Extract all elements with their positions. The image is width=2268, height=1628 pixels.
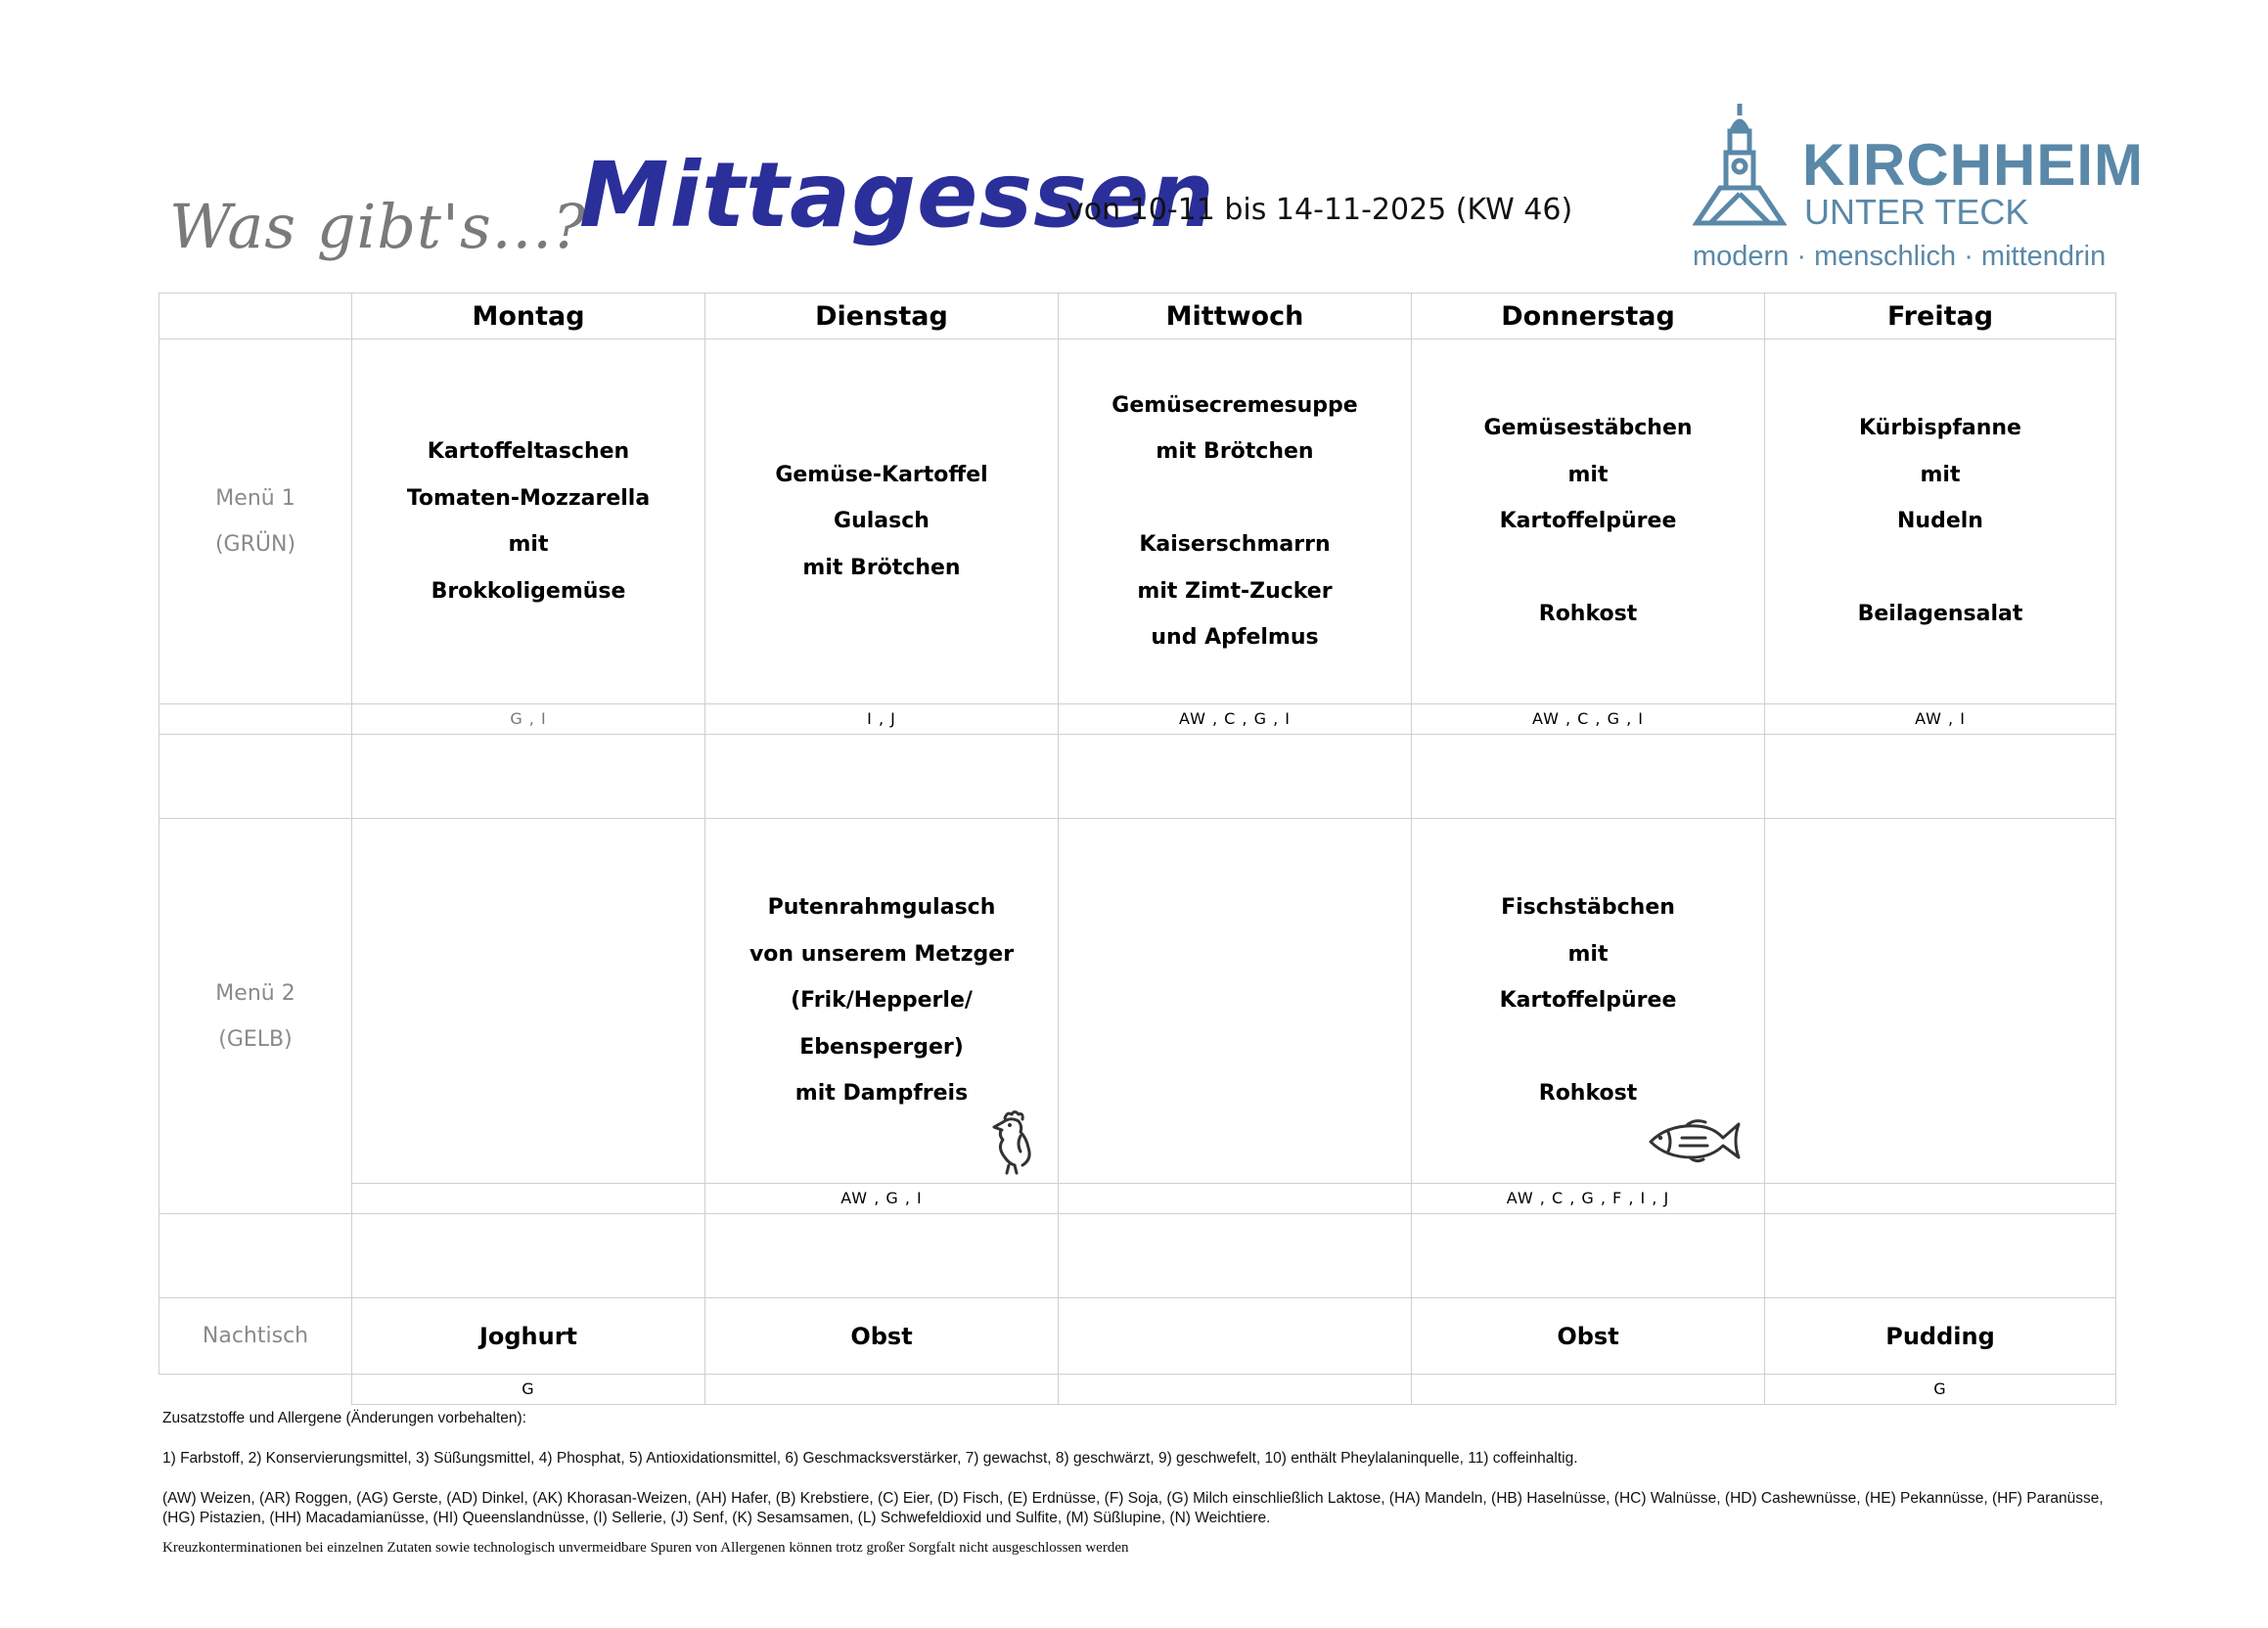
dessert-allergen-row	[159, 1375, 2116, 1405]
logo-tagline: modern · menschlich · mittendrin	[1693, 241, 2107, 272]
spacer-row	[159, 735, 2116, 819]
allergen-label-cell	[159, 704, 352, 735]
menu2-label-color: (GELB)	[218, 1026, 293, 1052]
menu1-allergens-monday: G , I	[352, 704, 705, 735]
header-tagline: Was gibt's...?	[169, 191, 587, 262]
dish-text: Gemüsestäbchen mit Kartoffelpüree Rohkost	[1483, 416, 1693, 627]
menu2-dish-wednesday	[1059, 819, 1412, 1184]
dessert-allergens-wednesday	[1059, 1375, 1412, 1405]
menu2-allergens-wednesday	[1059, 1184, 1412, 1214]
logo-subtitle: UNTER TECK	[1804, 192, 2029, 232]
menu2-dish-thursday	[1412, 819, 1765, 1184]
spacer-cell	[352, 1214, 705, 1298]
dish-text: Gemüsecremesuppe mit Brötchen Kaiserschmarrn mit Zimt-Zucker und Apfelmus	[1111, 392, 1358, 650]
city-logo	[1693, 102, 2144, 278]
dessert-wednesday	[1059, 1298, 1412, 1375]
spacer-cell	[1765, 1214, 2116, 1298]
menu2-allergens-tuesday: AW , G , I	[705, 1184, 1059, 1214]
menu1-allergens-thursday: AW , C , G , I	[1412, 704, 1765, 735]
day-header: Freitag	[1765, 294, 2116, 339]
menu1-dish-friday	[1765, 339, 2116, 704]
dish-text: Kartoffeltaschen Tomaten-Mozzarella mit Brokkoligemüse	[406, 439, 651, 604]
spacer-cell	[159, 1214, 352, 1298]
header-corner	[159, 294, 352, 339]
spacer-cell	[1765, 735, 2116, 819]
menu2-label-name: Menü 2	[215, 980, 295, 1006]
menu1-row	[159, 339, 2116, 704]
dessert-thursday: Obst	[1412, 1298, 1765, 1375]
menu2-label	[159, 819, 352, 1214]
menu1-label-color: (GRÜN)	[214, 532, 296, 557]
day-header: Mittwoch	[1059, 294, 1412, 339]
menu1-allergen-row	[159, 704, 2116, 735]
allergens-list: (AW) Weizen, (AR) Roggen, (AG) Gerste, (AD) Dinkel, (AK) Khorasan-Weizen, (AH) Hafer, (B) Krebstiere, (C) Eier, (D) Fisch, (E) Erdnüsse, (F) Soja, (G) Milch einschließlich Laktose, (HA) Mandeln, (HB) Haselnüsse, (HC) Walnüsse, (HD) Cashewnüsse, (HE) Pekannüsse, (HF) Paranüsse, (HG) Pistazien, (HH) Macadamianüsse, (HI) Queenslandnüsse, (I) Sellerie, (J) Senf, (K) Sesamsamen, (L) Schwefeldioxid und Sulfite, (M) Süßlupine, (N) Weichtiere.	[162, 1490, 2104, 1526]
menu1-dish-thursday	[1412, 339, 1765, 704]
page-title: Mittagessen	[579, 143, 1215, 248]
menu2-dish-friday	[1765, 819, 2116, 1184]
dessert-allergens-friday: G	[1765, 1375, 2116, 1405]
menu1-dish-wednesday	[1059, 339, 1412, 704]
menu2-allergens-thursday: AW , C , G , F , I , J	[1412, 1184, 1765, 1214]
dish-text: Gemüse-Kartoffel Gulasch mit Brötchen	[775, 462, 988, 580]
dessert-allergens-tuesday	[705, 1375, 1059, 1405]
dish-text: Kürbispfanne mit Nudeln Beilagensalat	[1857, 416, 2023, 627]
dessert-row	[159, 1298, 2116, 1375]
spacer-cell	[1412, 735, 1765, 819]
spacer-cell	[705, 735, 1059, 819]
menu2-allergens-monday	[352, 1184, 705, 1214]
spacer-cell	[1412, 1214, 1765, 1298]
menu2-row	[159, 819, 2116, 1184]
spacer-cell	[352, 735, 705, 819]
logo-name: KIRCHHEIM	[1802, 132, 2144, 198]
dessert-tuesday: Obst	[705, 1298, 1059, 1375]
legend-heading: Zusatzstoffe und Allergene (Änderungen vorbehalten):	[162, 1410, 526, 1426]
menu1-allergens-tuesday: I , J	[705, 704, 1059, 735]
dessert-allergens-thursday	[1412, 1375, 1765, 1405]
church-tower-icon	[1693, 102, 1787, 229]
spacer-cell	[705, 1214, 1059, 1298]
allergen-label-cell	[159, 1375, 352, 1405]
menu1-dish-tuesday	[705, 339, 1059, 704]
dessert-label: Nachtisch	[159, 1298, 352, 1375]
dish-text: Fischstäbchen mit Kartoffelpüree Rohkost	[1499, 895, 1677, 1107]
day-header: Dienstag	[705, 294, 1059, 339]
day-header: Montag	[352, 294, 705, 339]
dessert-monday: Joghurt	[352, 1298, 705, 1375]
dish-text: Putenrahmgulasch von unserem Metzger (Frik/Hepperle/ Ebensperger) mit Dampfreis	[748, 895, 1015, 1107]
menu1-dish-monday	[352, 339, 705, 704]
menu2-dish-monday	[352, 819, 705, 1184]
spacer-cell	[1059, 1214, 1412, 1298]
dessert-allergens-monday: G	[352, 1375, 705, 1405]
day-header-row	[159, 294, 2116, 339]
allergen-legend	[162, 1409, 2119, 1558]
cross-contamination-note: Kreuzkonterminationen bei einzelnen Zutaten sowie technologisch unvermeidbare Spuren von Allergenen können trotz großer Sorgfalt nicht ausgeschlossen werden	[162, 1540, 1129, 1556]
dessert-friday: Pudding	[1765, 1298, 2116, 1375]
spacer-cell	[1059, 735, 1412, 819]
spacer-row	[159, 1214, 2116, 1298]
fish-icon	[1647, 1116, 1743, 1165]
day-header: Donnerstag	[1412, 294, 1765, 339]
menu2-allergens-friday	[1765, 1184, 2116, 1214]
spacer-cell	[159, 735, 352, 819]
menu1-allergens-wednesday: AW , C , G , I	[1059, 704, 1412, 735]
menu1-label	[159, 339, 352, 704]
menu1-label-name: Menü 1	[215, 486, 295, 511]
week-range: von 10-11 bis 14-11-2025 (KW 46)	[1066, 193, 1573, 227]
chicken-icon	[979, 1108, 1040, 1175]
menu2-allergen-row	[159, 1184, 2116, 1214]
menu1-allergens-friday: AW , I	[1765, 704, 2116, 735]
menu-table	[159, 293, 2116, 1405]
menu2-dish-tuesday	[705, 819, 1059, 1184]
additives-list: 1) Farbstoff, 2) Konservierungsmittel, 3) Süßungsmittel, 4) Phosphat, 5) Antioxidationsmittel, 6) Geschmacksverstärker, 7) gewachst, 8) geschwärzt, 9) geschwefelt, 10) enthält Pheylalaninquelle, 11) coffeinhaltig.	[162, 1450, 1578, 1467]
